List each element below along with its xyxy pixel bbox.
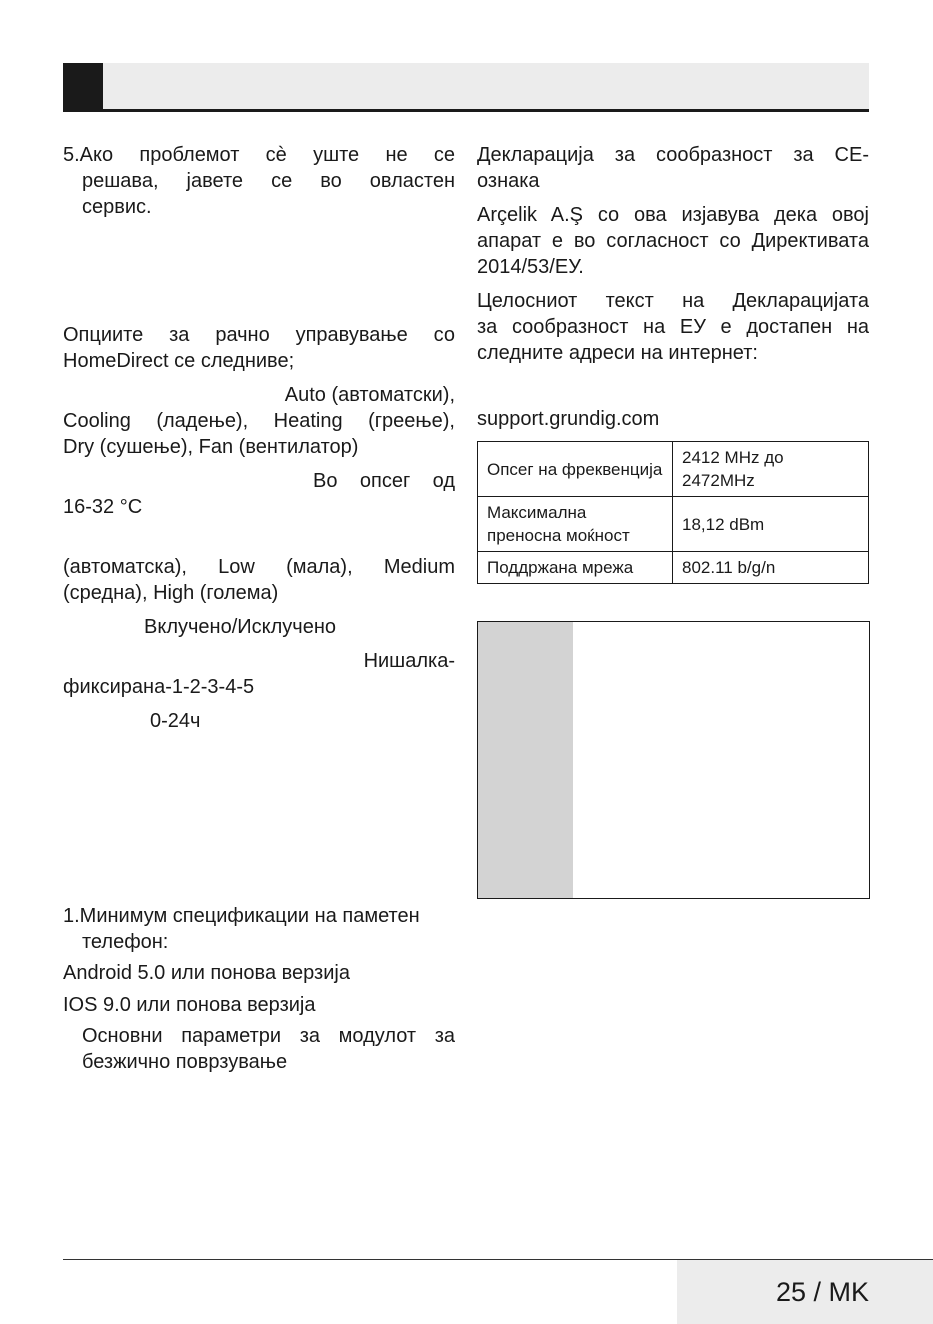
declaration-title-line2: ознака <box>477 170 540 192</box>
max-power-label: Максимална преносна моќност <box>478 497 673 552</box>
temp-line1: Во опсег од <box>313 470 455 492</box>
timer-value: 0-24ч <box>150 710 201 732</box>
android-requirement: Android 5.0 или понова верзија <box>63 962 350 984</box>
ios-requirement: IOS 9.0 или понова верзија <box>63 994 316 1016</box>
fulltext-line3: следните адреси на интернет: <box>477 342 758 364</box>
item5-line2: решава, јавете се во овластен <box>82 170 455 192</box>
wireless-params-line1: Основни параметри за модулот за <box>82 1025 455 1047</box>
declaration-title-line1: Декларација за сообразност за CE- <box>477 144 869 166</box>
table-row <box>478 497 869 552</box>
table-row <box>478 552 869 584</box>
wireless-params-line2: безжично поврзување <box>82 1051 288 1073</box>
requirements-line1: 1.Минимум спецификации на паметен <box>63 905 420 927</box>
fulltext-line1: Целосниот текст на Декларацијата <box>477 290 869 312</box>
note-box-icon-column <box>478 622 573 898</box>
support-url[interactable]: support.grundig.com <box>477 408 660 430</box>
note-box <box>477 621 870 899</box>
temp-line2: 16-32 °C <box>63 496 143 518</box>
mode-line2: Cooling (ладење), Heating (греење), <box>63 410 455 432</box>
swing-line2: фиксирана-1-2-3-4-5 <box>63 676 255 698</box>
table-row <box>478 442 869 497</box>
item5-line1: 5.Ако проблемот сè уште не се <box>63 144 455 166</box>
arcelik-line3: 2014/53/ЕУ. <box>477 256 584 278</box>
fulltext-line2: за сообразност на ЕУ е достапен на <box>477 316 869 338</box>
mode-line1: Auto (автоматски), <box>284 384 455 406</box>
frequency-range-label: Опсег на фреквенција <box>478 442 673 497</box>
fan-line1: (автоматска), Low (мала), Medium <box>63 556 455 578</box>
arcelik-line1: Arçelik A.Ş со ова изјавува дека овој <box>477 204 869 226</box>
network-value: 802.11 b/g/n <box>673 552 869 584</box>
requirements-line2: телефон: <box>82 931 169 953</box>
mode-line3: Dry (сушење), Fan (вентилатор) <box>63 436 359 458</box>
options-line1: Опциите за рачно управување со <box>63 324 455 346</box>
network-label: Поддржана мрежа <box>478 552 673 584</box>
item5-line3: сервис. <box>82 196 152 218</box>
arcelik-line2: апарат е во согласност со Директивата <box>477 230 869 252</box>
section-header-marker <box>63 63 103 112</box>
max-power-value: 18,12 dBm <box>673 497 869 552</box>
section-header-bar <box>63 63 869 112</box>
frequency-range-value: 2412 MHz до 2472MHz <box>673 442 869 497</box>
onoff-value: Вклучено/Исклучено <box>144 616 336 638</box>
wireless-spec-table <box>477 441 869 584</box>
swing-line1: Нишалка- <box>363 650 455 672</box>
page-number: 25 / MK <box>775 1277 869 1307</box>
options-line2: HomeDirect се следниве; <box>63 350 295 372</box>
fan-line2: (средна), High (голема) <box>63 582 279 604</box>
